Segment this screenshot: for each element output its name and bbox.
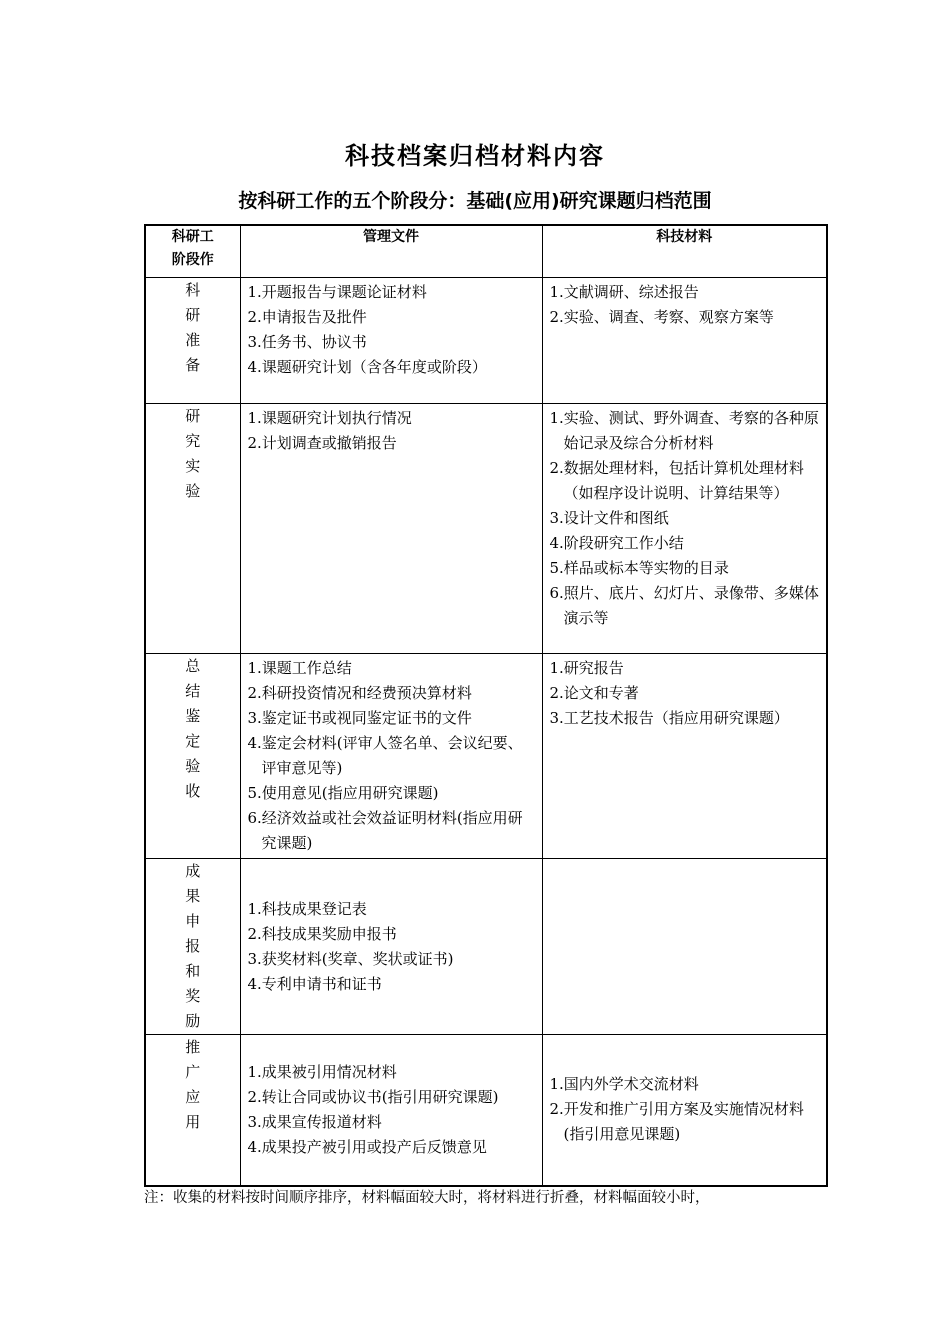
list-item: 1.课题工作总结 <box>247 659 352 677</box>
management-cell <box>240 404 542 654</box>
list-item: 5.使用意见(指应用研究课题) <box>247 784 439 802</box>
list-item: 4.课题研究计划（含各年度或阶段） <box>247 358 487 376</box>
stage-char: 研 <box>185 407 201 425</box>
list-item: 3.成果宣传报道材料 <box>247 1112 382 1131</box>
header-management: 管理文件 <box>240 225 542 278</box>
management-list <box>241 654 542 858</box>
technical-list <box>543 278 827 332</box>
stage-char: 验 <box>185 757 201 775</box>
stage-char: 定 <box>185 732 201 750</box>
list-item: 3.设计文件和图纸 <box>549 509 669 527</box>
technical-cell <box>542 859 827 1035</box>
stage-char: 研 <box>185 306 201 324</box>
list-item: 1.开题报告与课题论证材料 <box>247 283 427 301</box>
table-row <box>145 278 827 404</box>
management-cell <box>240 1035 542 1186</box>
management-list <box>241 1058 542 1162</box>
header-stage-line1: 科研工 <box>171 229 214 245</box>
list-item: 2.计划调查或撤销报告 <box>247 434 397 452</box>
stage-char: 究 <box>185 432 201 450</box>
stage-cell <box>145 1035 240 1186</box>
stage-char: 广 <box>185 1063 201 1081</box>
stage-char: 鉴 <box>185 707 201 725</box>
stage-char: 备 <box>185 356 201 374</box>
table-header-row <box>145 225 827 278</box>
stage-char: 验 <box>185 482 201 500</box>
stage-char: 用 <box>185 1113 201 1131</box>
stage-label <box>146 1035 240 1135</box>
management-list <box>241 895 542 999</box>
header-technical: 科技材料 <box>542 225 827 278</box>
stage-label <box>146 404 240 504</box>
stage-char: 结 <box>185 682 201 700</box>
list-item: 4.阶段研究工作小结 <box>549 534 684 552</box>
management-cell <box>240 859 542 1035</box>
stage-char: 收 <box>185 782 201 800</box>
list-item: 3.工艺技术报告（指应用研究课题） <box>549 709 789 727</box>
table-body <box>145 278 827 1186</box>
stage-label <box>146 278 240 378</box>
list-item: 2.实验、调查、考察、观察方案等 <box>549 308 774 326</box>
stage-label <box>146 859 240 1034</box>
stage-label <box>146 654 240 804</box>
technical-list <box>543 654 827 733</box>
table-row <box>145 859 827 1035</box>
list-item: 2.科研投资情况和经费预决算材料 <box>247 684 472 702</box>
stage-char: 应 <box>185 1088 201 1106</box>
stage-char: 励 <box>185 1012 201 1030</box>
stage-char: 奖 <box>185 987 201 1005</box>
list-item: 2.数据处理材料，包括计算机处理材料（如程序设计说明、计算结果等） <box>549 459 804 502</box>
list-item: 2.开发和推广引用方案及实施情况材料(指引用意见课题) <box>549 1100 804 1144</box>
document-subtitle: 按科研工作的五个阶段分：基础(应用)研究课题归档范围 <box>238 190 712 212</box>
stage-cell <box>145 404 240 654</box>
technical-cell <box>542 404 827 654</box>
stage-char: 推 <box>185 1038 201 1056</box>
header-stage <box>145 225 240 278</box>
list-item: 3.获奖材料(奖章、奖状或证书) <box>247 949 454 968</box>
document-title: 科技档案归档材料内容 <box>345 142 605 170</box>
list-item: 1.成果被引用情况材料 <box>247 1062 397 1081</box>
stage-cell <box>145 278 240 404</box>
list-item: 2.论文和专著 <box>549 684 639 702</box>
list-item: 1.国内外学术交流材料 <box>549 1075 699 1094</box>
archive-scope-table <box>144 224 828 1187</box>
list-item: 5.样品或标本等实物的目录 <box>549 559 729 577</box>
list-item: 1.文献调研、综述报告 <box>549 283 699 301</box>
technical-cell <box>542 654 827 859</box>
list-item: 4.成果投产被引用或投产后反馈意见 <box>247 1137 487 1156</box>
list-item: 1.实验、测试、野外调查、考察的各种原始记录及综合分析材料 <box>549 409 819 452</box>
table-row <box>145 654 827 859</box>
stage-cell <box>145 654 240 859</box>
stage-char: 总 <box>185 657 201 675</box>
header-stage-line2: 阶段作 <box>171 252 214 268</box>
stage-char: 和 <box>185 962 201 980</box>
list-item: 6.经济效益或社会效益证明材料(指应用研究课题) <box>247 809 523 852</box>
list-item: 3.鉴定证书或视同鉴定证书的文件 <box>247 709 472 727</box>
list-item: 4.鉴定会材料(评审人签名单、会议纪要、评审意见等) <box>247 734 523 777</box>
management-cell <box>240 654 542 859</box>
footnote: 注：收集的材料按时间顺序排序，材料幅面较大时，将材料进行折叠，材料幅面较小时， <box>144 1190 710 1206</box>
stage-char: 果 <box>185 887 201 905</box>
list-item: 1.科技成果登记表 <box>247 899 367 918</box>
stage-char: 报 <box>185 937 201 955</box>
stage-cell <box>145 859 240 1035</box>
list-item: 1.课题研究计划执行情况 <box>247 409 412 427</box>
technical-list <box>543 1070 827 1149</box>
list-item: 3.任务书、协议书 <box>247 333 367 351</box>
technical-list <box>543 945 827 949</box>
stage-char: 准 <box>185 331 201 349</box>
list-item: 2.申请报告及批件 <box>247 308 367 326</box>
management-cell <box>240 278 542 404</box>
list-item: 6.照片、底片、幻灯片、录像带、多媒体演示等 <box>549 584 819 627</box>
list-item: 4.专利申请书和证书 <box>247 974 382 993</box>
table-row <box>145 404 827 654</box>
stage-char: 成 <box>185 862 201 880</box>
list-item: 2.转让合同或协议书(指引用研究课题) <box>247 1087 499 1106</box>
technical-cell <box>542 1035 827 1186</box>
technical-list <box>543 404 827 633</box>
management-list <box>241 278 542 382</box>
stage-char: 科 <box>185 281 201 299</box>
technical-cell <box>542 278 827 404</box>
management-list <box>241 404 542 458</box>
stage-char: 申 <box>185 912 201 930</box>
list-item: 2.科技成果奖励申报书 <box>247 924 397 943</box>
list-item: 1.研究报告 <box>549 659 624 677</box>
table-row <box>145 1035 827 1186</box>
stage-char: 实 <box>185 457 201 475</box>
